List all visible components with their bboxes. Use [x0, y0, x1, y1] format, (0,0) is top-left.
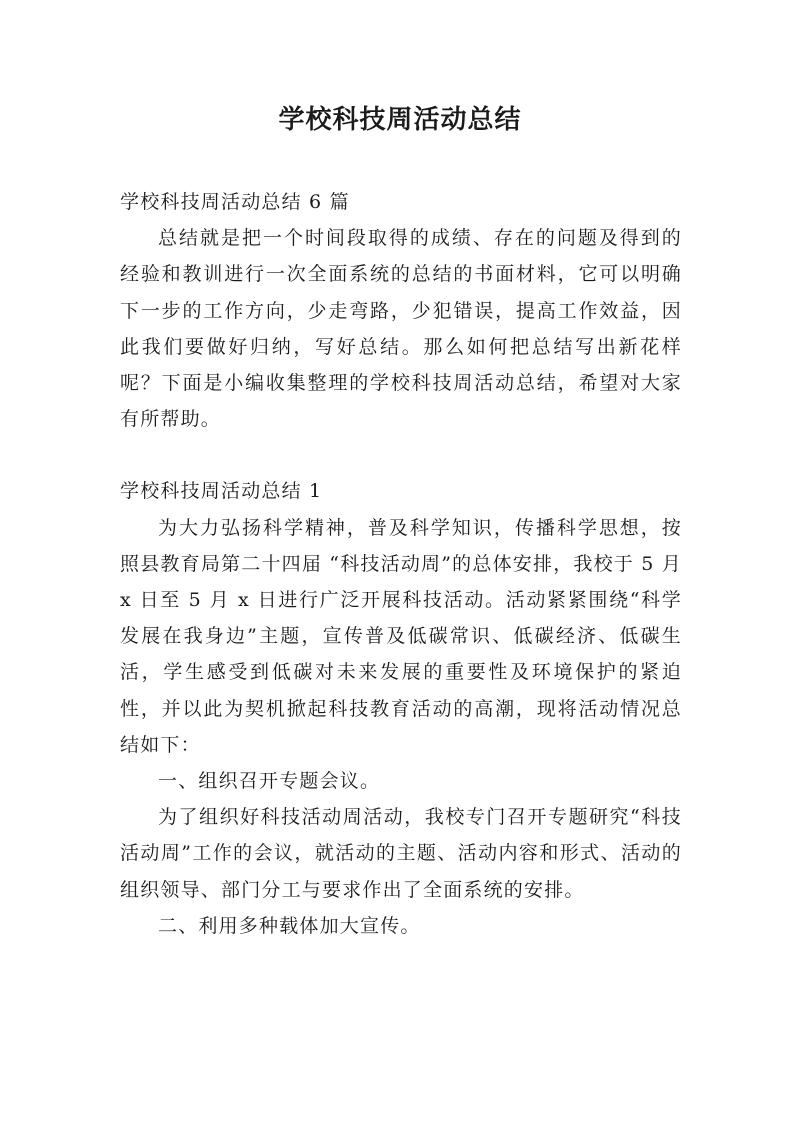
section-1-paragraph: 为大力弘扬科学精神，普及科学知识，传播科学思想，按照县教育局第二十四届 “科技活动周”的总体安排，我校于 5 月 x 日至 5 月 x 日进行广泛开展科技活动。活动紧紧围绕“科学发展在我身边”主题，宣传普及低碳常识、低碳经济、低碳生活，学生感受到低碳对未来发展的重要性及环境保护的紧迫性，并以此为契机掀起科技教育活动的高潮，现将活动情况总结如下：: [120, 516, 682, 756]
document-title: 学校科技周活动总结: [278, 105, 522, 135]
section-1-heading: 学校科技周活动总结 1: [120, 480, 323, 503]
document-subtitle: 学校科技周活动总结 6 篇: [120, 191, 350, 213]
paragraph-gap: [120, 437, 682, 473]
item-2-heading: 二、利用多种载体加大宣传。: [158, 914, 421, 937]
document-body: [120, 184, 682, 944]
item-1-heading: 一、组织召开专题会议。: [158, 770, 381, 793]
intro-paragraph: 总结就是把一个时间段取得的成绩、存在的问题及得到的经验和教训进行一次全面系统的总结的书面材料，它可以明确下一步的工作方向，少走弯路，少犯错误，提高工作效益，因此我们要做好归纳，写好总结。那么如何把总结写出新花样呢？下面是小编收集整理的学校科技周活动总结，希望对大家有所帮助。: [120, 227, 682, 431]
item-1-paragraph: 为了组织好科技活动周活动，我校专门召开专题研究“科技活动周”工作的会议，就活动的主题、活动内容和形式、活动的组织领导、部门分工与要求作出了全面系统的安排。: [120, 806, 682, 901]
